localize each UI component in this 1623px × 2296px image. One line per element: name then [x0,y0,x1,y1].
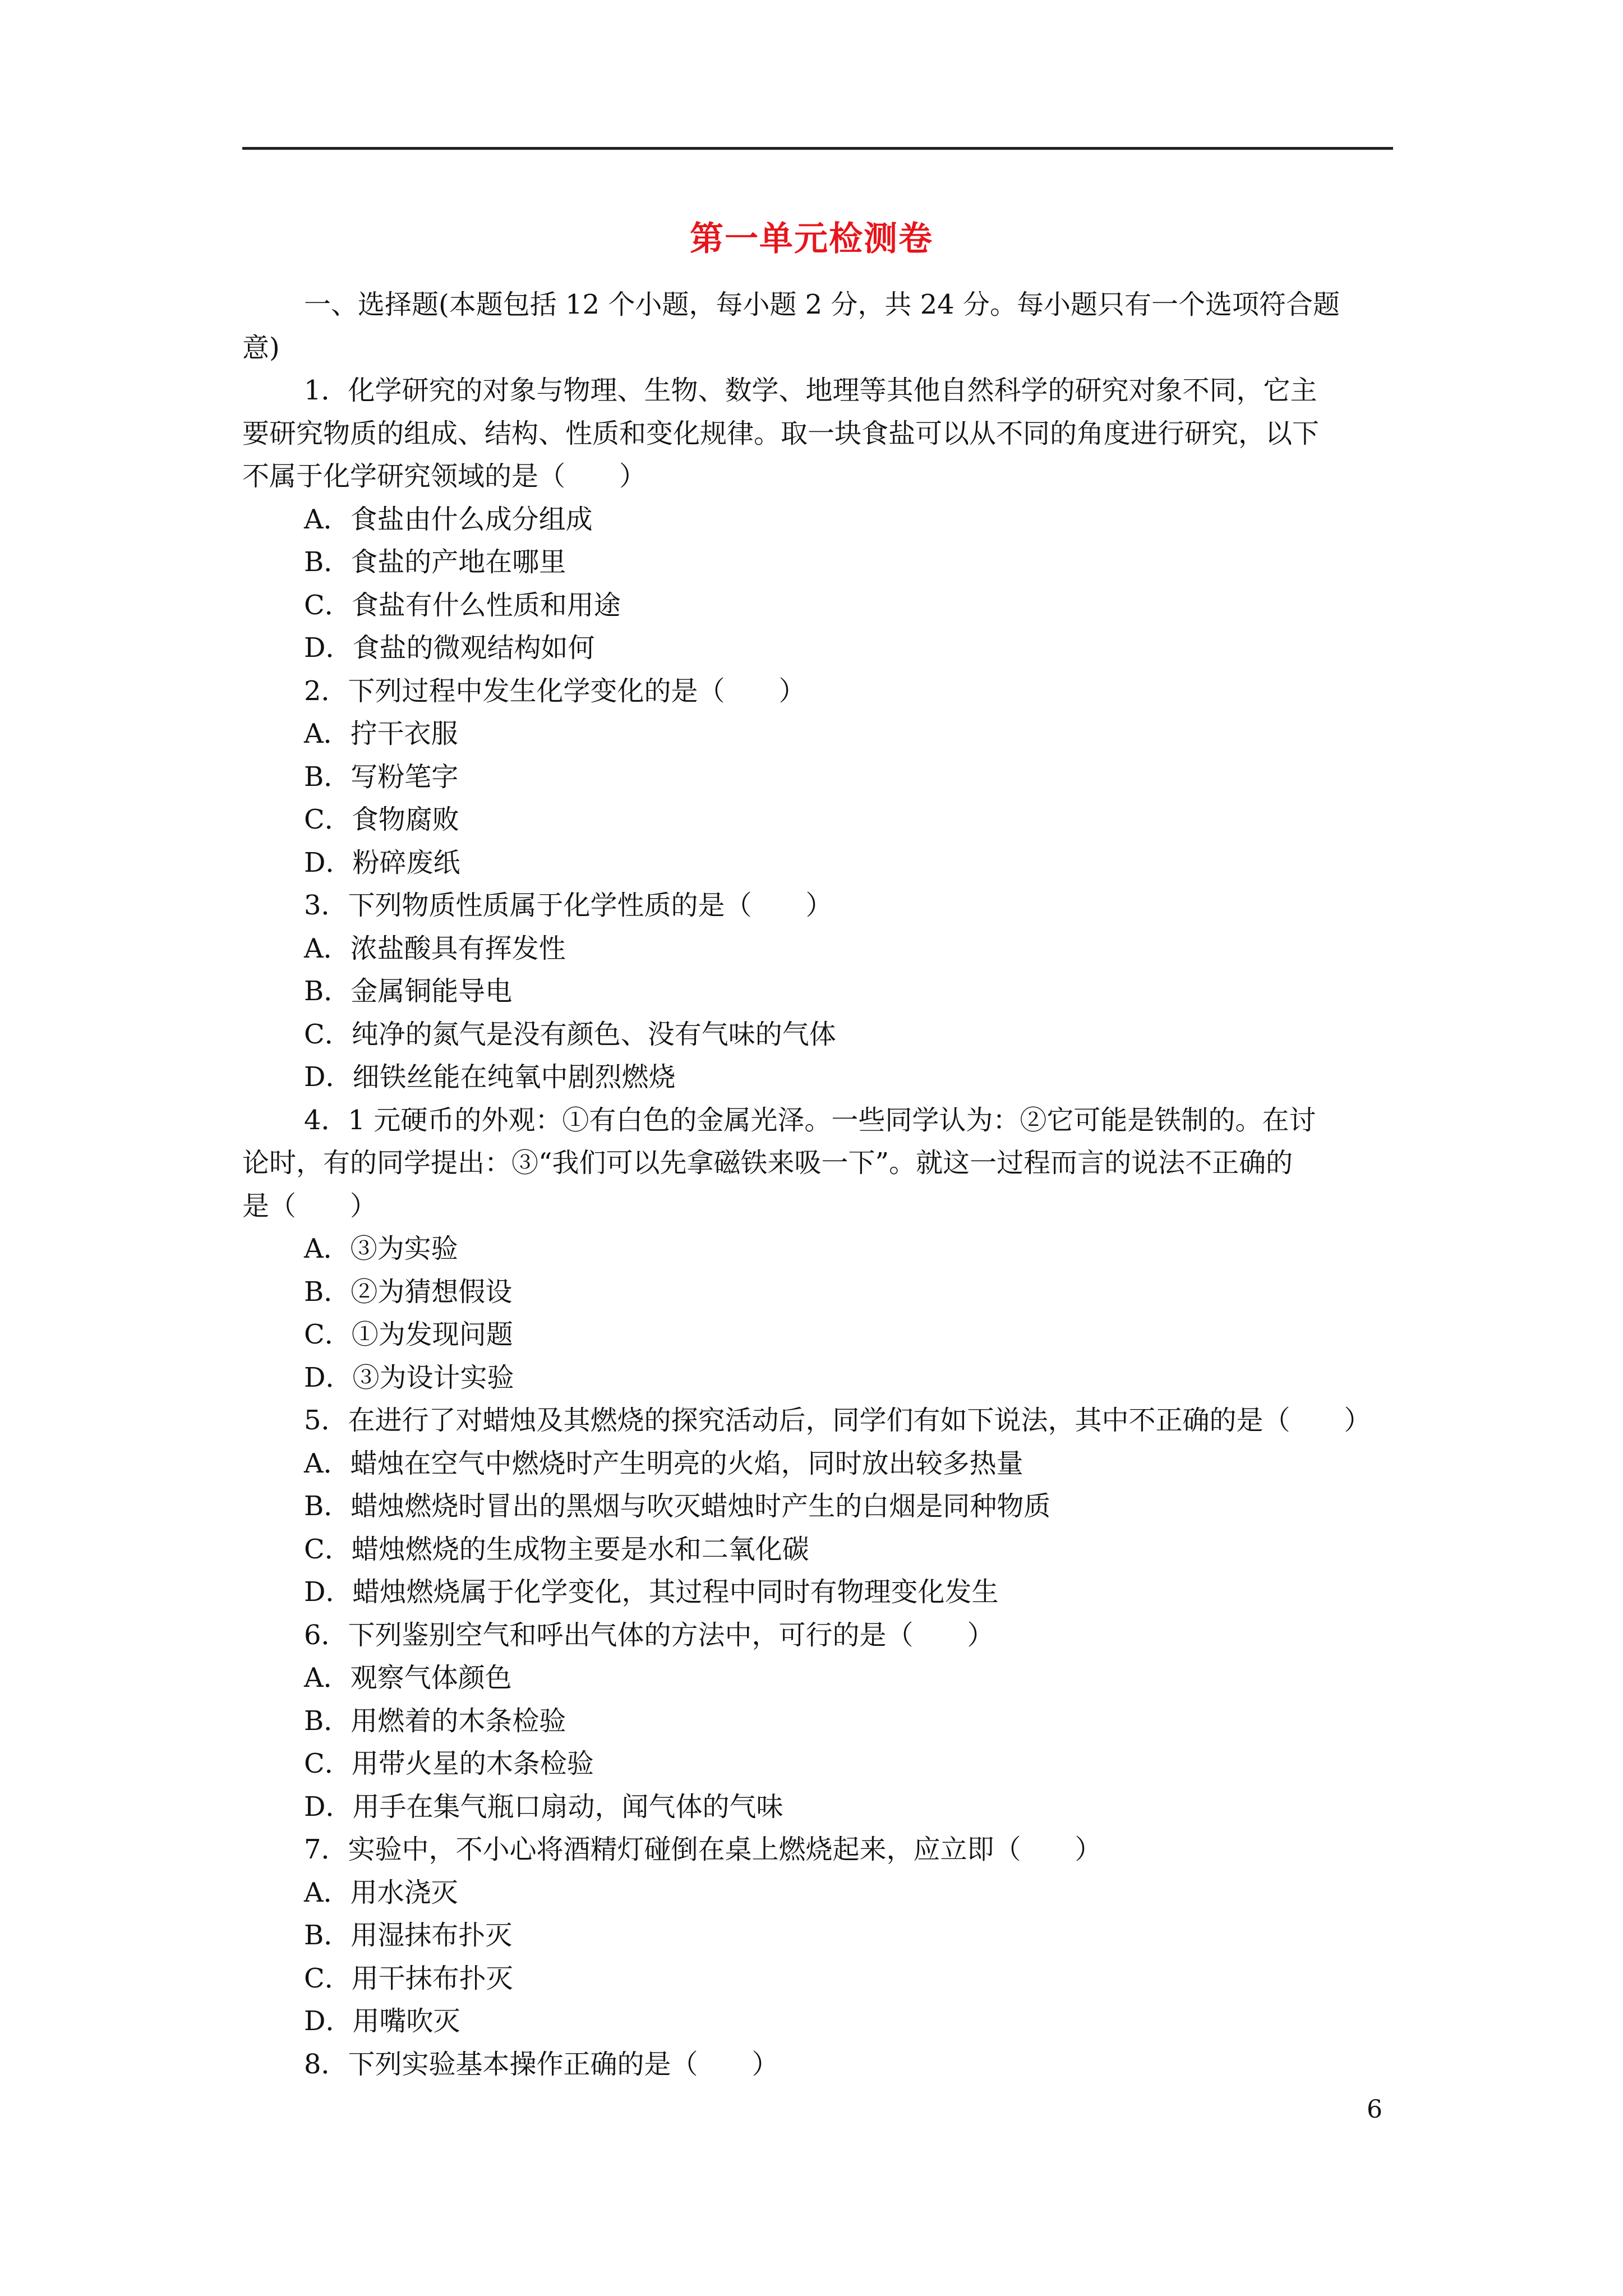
document-body [242,283,1393,2086]
question-7-option-c: C．用干抹布扑灭 [304,1962,513,1994]
question-5-option-a: A．蜡烛在空气中燃烧时产生明亮的火焰，同时放出较多热量 [304,1447,1023,1479]
question-2-option-d: D．粉碎废纸 [304,846,460,878]
question-1-option-c: C．食盐有什么性质和用途 [304,589,621,621]
page-title: 第一单元检测卷 [690,219,933,259]
question-7-option-a: A．用水浇灭 [304,1876,458,1908]
question-6-stem: 6．下列鉴别空气和呼出气体的方法中，可行的是（ ） [304,1619,994,1651]
question-6-option-c: C．用带火星的木条检验 [304,1748,594,1779]
question-7-option-d: D．用嘴吹灭 [304,2005,460,2037]
question-3-option-d: D．细铁丝能在纯氧中剧烈燃烧 [304,1061,676,1093]
question-6-option-b: B．用燃着的木条检验 [304,1705,566,1737]
question-3-option-b: B．金属铜能导电 [304,976,513,1007]
question-4-stem-cont: 论时，有的同学提出：③“我们可以先拿磁铁来吸一下”。就这一过程而言的说法不正确的 [242,1147,1293,1179]
question-4-stem-cont: 是（ ） [242,1190,377,1222]
question-6-option-a: A．观察气体颜色 [304,1662,512,1694]
question-2-option-b: B．写粉笔字 [304,761,459,793]
question-6-option-d: D．用手在集气瓶口扇动，闻气体的气味 [304,1791,783,1823]
question-4-option-c: C．①为发现问题 [304,1319,513,1350]
header-rule [242,147,1393,150]
question-7-option-b: B．用湿抹布扑灭 [304,1920,513,1951]
question-3-option-a: A．浓盐酸具有挥发性 [304,932,566,964]
question-5-option-b: B．蜡烛燃烧时冒出的黑烟与吹灭蜡烛时产生的白烟是同种物质 [304,1490,1051,1522]
question-1-option-a: A．食盐由什么成分组成 [304,503,593,535]
question-1-option-b: B．食盐的产地在哪里 [304,546,566,578]
question-1-stem-cont: 不属于化学研究领域的是（ ） [242,461,647,492]
question-4-option-d: D．③为设计实验 [304,1361,514,1393]
question-5-stem: 5．在进行了对蜡烛及其燃烧的探究活动后，同学们有如下说法，其中不正确的是（ ） [304,1405,1371,1436]
question-4-option-a: A．③为实验 [304,1233,458,1264]
question-4-stem: 4．1 元硬币的外观：①有白色的金属光泽。一些同学认为：②它可能是铁制的。在讨 [304,1104,1316,1136]
section-heading: 一、选择题(本题包括 12 个小题，每小题 2 分，共 24 分。每小题只有一个选项符合题 [304,289,1340,320]
question-2-option-c: C．食物腐败 [304,804,459,835]
question-1-stem-cont: 要研究物质的组成、结构、性质和变化规律。取一块食盐可以从不同的角度进行研究，以下 [242,417,1320,449]
question-5-option-c: C．蜡烛燃烧的生成物主要是水和二氧化碳 [304,1533,809,1565]
section-heading-cont: 意) [242,332,280,364]
question-8-stem: 8．下列实验基本操作正确的是（ ） [304,2048,779,2080]
question-2-option-a: A．拧干衣服 [304,718,458,749]
question-4-option-b: B．②为猜想假设 [304,1276,513,1308]
question-7-stem: 7．实验中，不小心将酒精灯碰倒在桌上燃烧起来，应立即（ ） [304,1834,1102,1865]
question-2-stem: 2．下列过程中发生化学变化的是（ ） [304,675,806,707]
page-number: 6 [1367,2095,1382,2124]
question-3-stem: 3．下列物质性质属于化学性质的是（ ） [304,890,833,921]
question-5-option-d: D．蜡烛燃烧属于化学变化，其过程中同时有物理变化发生 [304,1576,999,1608]
question-1-option-d: D．食盐的微观结构如何 [304,632,595,664]
question-1-stem: 1．化学研究的对象与物理、生物、数学、地理等其他自然科学的研究对象不同，它主 [304,375,1317,406]
question-3-option-c: C．纯净的氮气是没有颜色、没有气味的气体 [304,1018,836,1050]
